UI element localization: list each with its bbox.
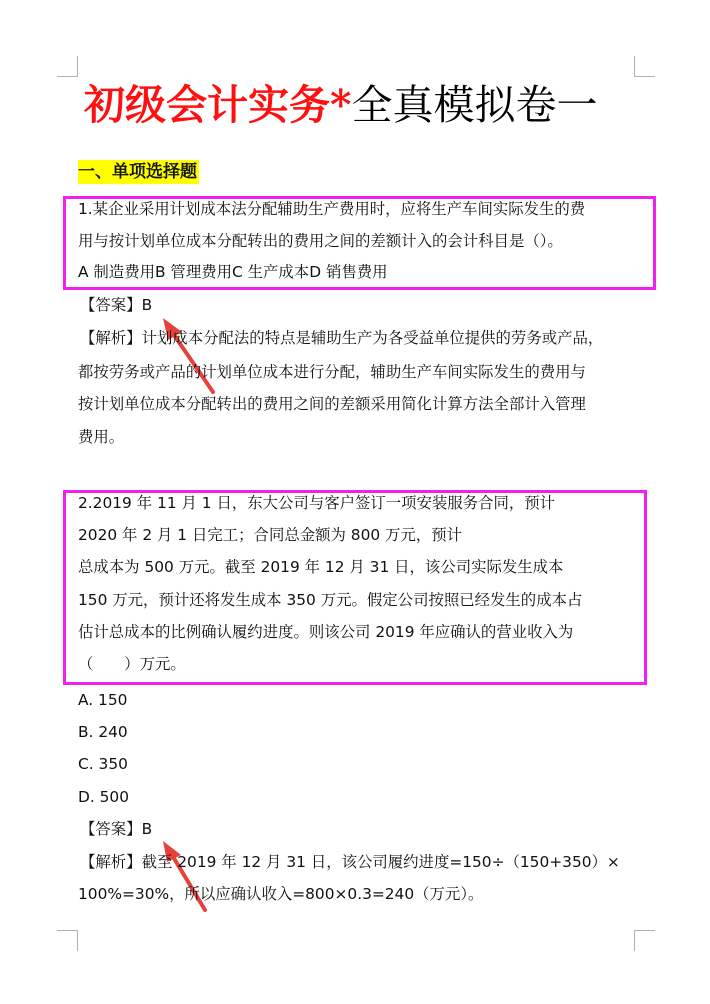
question-1-analysis: 【解析】计划成本分配法的特点是辅助生产为各受益单位提供的劳务或产品， [80, 329, 604, 347]
question-2-line: 总成本为 500 万元。截至 2019 年 12 月 31 日，该公司实际发生成本 [78, 558, 564, 576]
question-1-analysis: 按计划单位成本分配转出的费用之间的差额采用简化计算方法全部计入管理 [78, 395, 586, 413]
option-a: A. 150 [78, 691, 128, 709]
question-2-line: （ ）万元。 [78, 655, 186, 673]
question-1-analysis: 都按劳务或产品的计划单位成本进行分配，辅助生产车间实际发生的费用与 [78, 363, 586, 381]
question-1-analysis: 费用。 [78, 428, 125, 446]
question-1-options: A 制造费用B 管理费用C 生产成本D 销售费用 [78, 263, 388, 281]
title-red-part: 初级会计实务* [84, 81, 352, 129]
question-2-line: 2020 年 2 月 1 日完工；合同总金额为 800 万元，预计 [78, 526, 463, 544]
corner-mark [634, 930, 655, 951]
option-d: D. 500 [78, 788, 130, 806]
corner-mark [57, 930, 78, 951]
question-2-line: 150 万元，预计还将发生成本 350 万元。假定公司按照已经发生的成本占 [78, 591, 583, 609]
question-2-analysis: 100%=30%，所以应确认收入=800×0.3=240（万元）。 [78, 885, 484, 903]
document-title [84, 80, 597, 130]
option-b: B. 240 [78, 723, 128, 741]
question-2-analysis: 【解析】截至 2019 年 12 月 31 日，该公司履约进度=150÷（150+350）× [80, 853, 620, 871]
option-c: C. 350 [78, 755, 128, 773]
question-1-line: 1.某企业采用计划成本法分配辅助生产费用时，应将生产车间实际发生的费 [78, 200, 586, 218]
question-1-line: 用与按计划单位成本分配转出的费用之间的差额计入的会计科目是（）。 [78, 232, 563, 250]
question-2-line: 2.2019 年 11 月 1 日，东大公司与客户签订一项安装服务合同，预计 [78, 494, 556, 512]
question-2-line: 估计总成本的比例确认履约进度。则该公司 2019 年应确认的营业收入为 [78, 623, 574, 641]
section-heading: 一、单项选择题 [78, 162, 197, 182]
title-black-part: 全真模拟卷一 [351, 81, 598, 129]
corner-mark [57, 56, 78, 77]
question-2-answer: 【答案】B [80, 820, 153, 838]
corner-mark [634, 56, 655, 77]
question-1-answer: 【答案】B [80, 296, 153, 314]
